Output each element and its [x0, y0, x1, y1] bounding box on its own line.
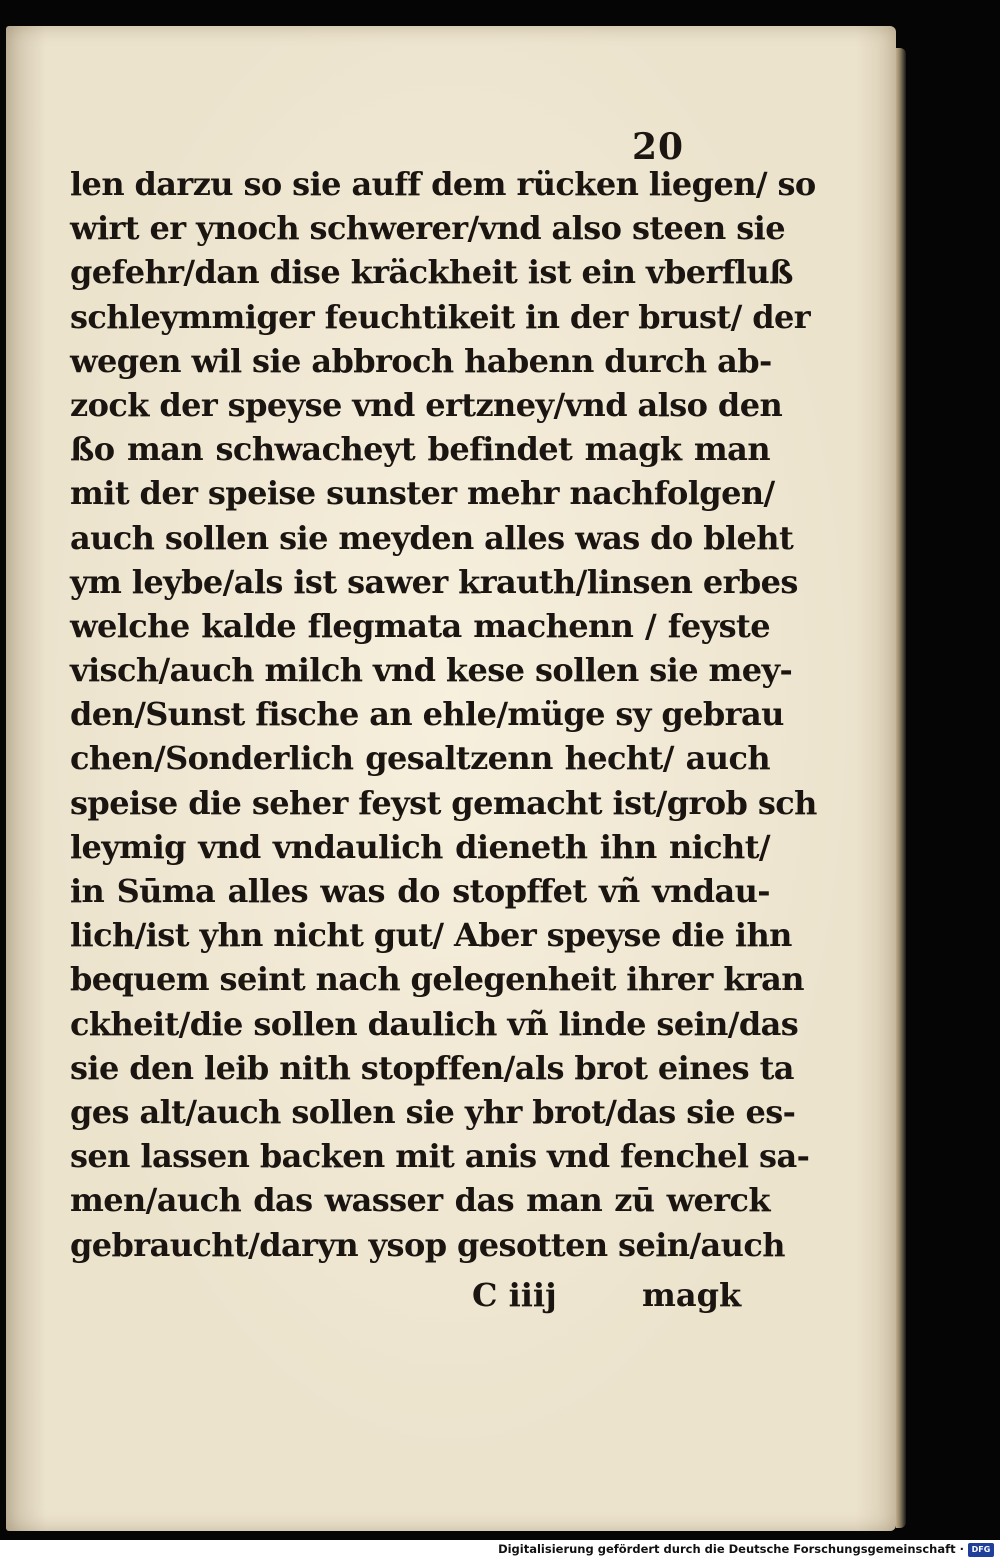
text-line: auch sollen sie meyden alles was do bleht — [70, 518, 794, 557]
text-line: bequem seint nach gelegenheit ihrer kran — [70, 960, 804, 999]
text-line: len darzu so sie auff dem rücken liegen/ so — [70, 165, 816, 203]
text-line: sie den leib nith stopffen/als brot eines ta — [70, 1048, 794, 1087]
text-line: speise die seher feyst gemacht ist/grob sch — [70, 783, 817, 822]
dfg-logo: DFG — [968, 1543, 994, 1557]
text-line: den/Sunst fische an ehle/müge sy gebrau — [70, 695, 784, 734]
folio-number: 20 — [632, 126, 685, 168]
text-line: zock der speyse vnd ertzney/vnd also den — [70, 385, 783, 424]
text-line: welche kalde flegmata machenn / feyste — [70, 606, 770, 645]
text-line: chen/Sonderlich gesaltzenn hecht/ auch — [70, 739, 770, 778]
text-line: wegen wil sie abbroch habenn durch ab- — [70, 341, 772, 380]
text-line: ges alt/auch sollen sie yhr brot/das sie es- — [70, 1092, 796, 1131]
text-line: gebraucht/daryn ysop gesotten sein/auch — [70, 1225, 785, 1264]
text-line: lich/ist yhn nicht gut/ Aber speyse die ihn — [70, 916, 792, 955]
funding-credit: Digitalisierung gefördert durch die Deutsche Forschungsgemeinschaft · — [498, 1542, 964, 1556]
text-line: ßo man schwacheyt befindet magk man — [70, 430, 770, 469]
text-line: ym leybe/als ist sawer krauth/linsen erbes — [70, 562, 798, 601]
text-line: ckheit/die sollen daulich vñ linde sein/das — [70, 1004, 799, 1043]
text-line: wirt er ynoch schwerer/vnd also steen sie — [70, 209, 785, 248]
text-line: in Sūma alles was do stopffet vñ vndau- — [70, 872, 770, 910]
footer-bar — [0, 1540, 1000, 1561]
signature-mark: C iiij — [472, 1276, 557, 1314]
text-line: gefehr/dan dise kräckheit ist ein vberfluß — [70, 253, 793, 292]
text-line: leymig vnd vndaulich dieneth ihn nicht/ — [70, 827, 770, 866]
page-foot — [6, 1276, 902, 1326]
page-edge — [896, 48, 906, 1528]
book-page — [6, 26, 896, 1531]
text-block — [70, 162, 817, 1267]
text-line: visch/auch milch vnd kese sollen sie mey- — [70, 651, 793, 690]
text-line: men/auch das wasser das man zū werck — [70, 1181, 770, 1220]
text-line: sen lassen backen mit anis vnd fenchel sa- — [70, 1137, 810, 1176]
text-line: schleymmiger feuchtikeit in der brust/ der — [70, 297, 810, 336]
catchword: magk — [642, 1276, 742, 1314]
text-line: mit der speise sunster mehr nachfolgen/ — [70, 474, 775, 513]
